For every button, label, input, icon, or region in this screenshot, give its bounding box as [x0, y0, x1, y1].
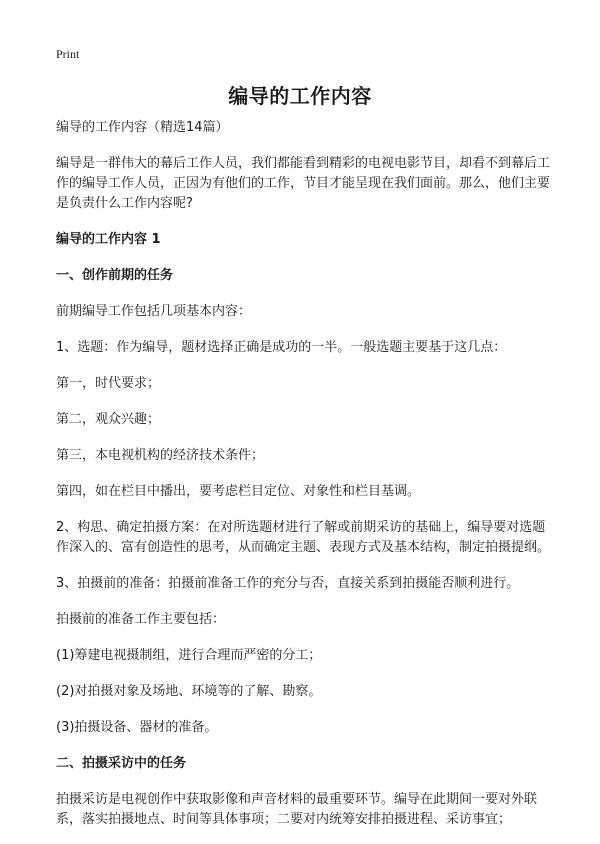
- paragraph: 第三，本电视机构的经济技术条件；: [56, 448, 265, 463]
- paragraph: 第二，观众兴趣；: [56, 412, 161, 427]
- paragraph: 第四，如在栏目中播出，要考虑栏目定位、对象性和栏目基调。: [56, 484, 421, 499]
- section-heading: 编导的工作内容 1: [56, 232, 161, 247]
- intro-paragraph: 编导是一群伟大的幕后工作人员，我们都能看到精彩的电视电影节目，却看不到幕后工作的编导工作人员，正因为有他们的工作，节目才能呈现在我们面前。那么，他们主要是负责什么工作内容呢?: [56, 156, 551, 211]
- paragraph: 拍摄前的准备工作主要包括：: [56, 612, 226, 627]
- part1-heading: 一、创作前期的任务: [56, 268, 174, 283]
- paragraph: 前期编导工作包括几项基本内容：: [56, 304, 252, 319]
- print-label: Print: [56, 47, 80, 61]
- document-title: 编导的工作内容: [228, 84, 372, 108]
- paragraph: 3、拍摄前的准备：拍摄前准备工作的充分与否，直接关系到拍摄能否顺利进行。: [56, 576, 520, 591]
- document-body: [56, 118, 550, 844]
- paragraph: 第一，时代要求；: [56, 376, 161, 391]
- document-subtitle: 编导的工作内容（精选14篇）: [56, 120, 229, 135]
- paragraph: (1)筹建电视摄制组，进行合理而严密的分工；: [56, 648, 322, 663]
- paragraph: 2、构思、确定拍摄方案：在对所选题材进行了解或前期采访的基础上，编导要对选题作深入的、富有创造性的思考，从而确定主题、表现方式及基本结构，制定拍摄提纲。: [56, 520, 551, 555]
- paragraph: (2)对拍摄对象及场地、环境等的了解、勘察。: [56, 684, 322, 699]
- part2-heading: 二、拍摄采访中的任务: [56, 756, 187, 771]
- paragraph: (3)拍摄设备、器材的准备。: [56, 720, 218, 735]
- paragraph: 拍摄采访是电视创作中获取影像和声音材料的最重要环节。编导在此期间一要对外联系，落实拍摄地点、时间等具体事项；二要对内统筹安排拍摄进程、采访事宜；: [56, 792, 538, 827]
- paragraph: 1、选题：作为编导，题材选择正确是成功的一半。一般选题主要基于这几点：: [56, 340, 507, 355]
